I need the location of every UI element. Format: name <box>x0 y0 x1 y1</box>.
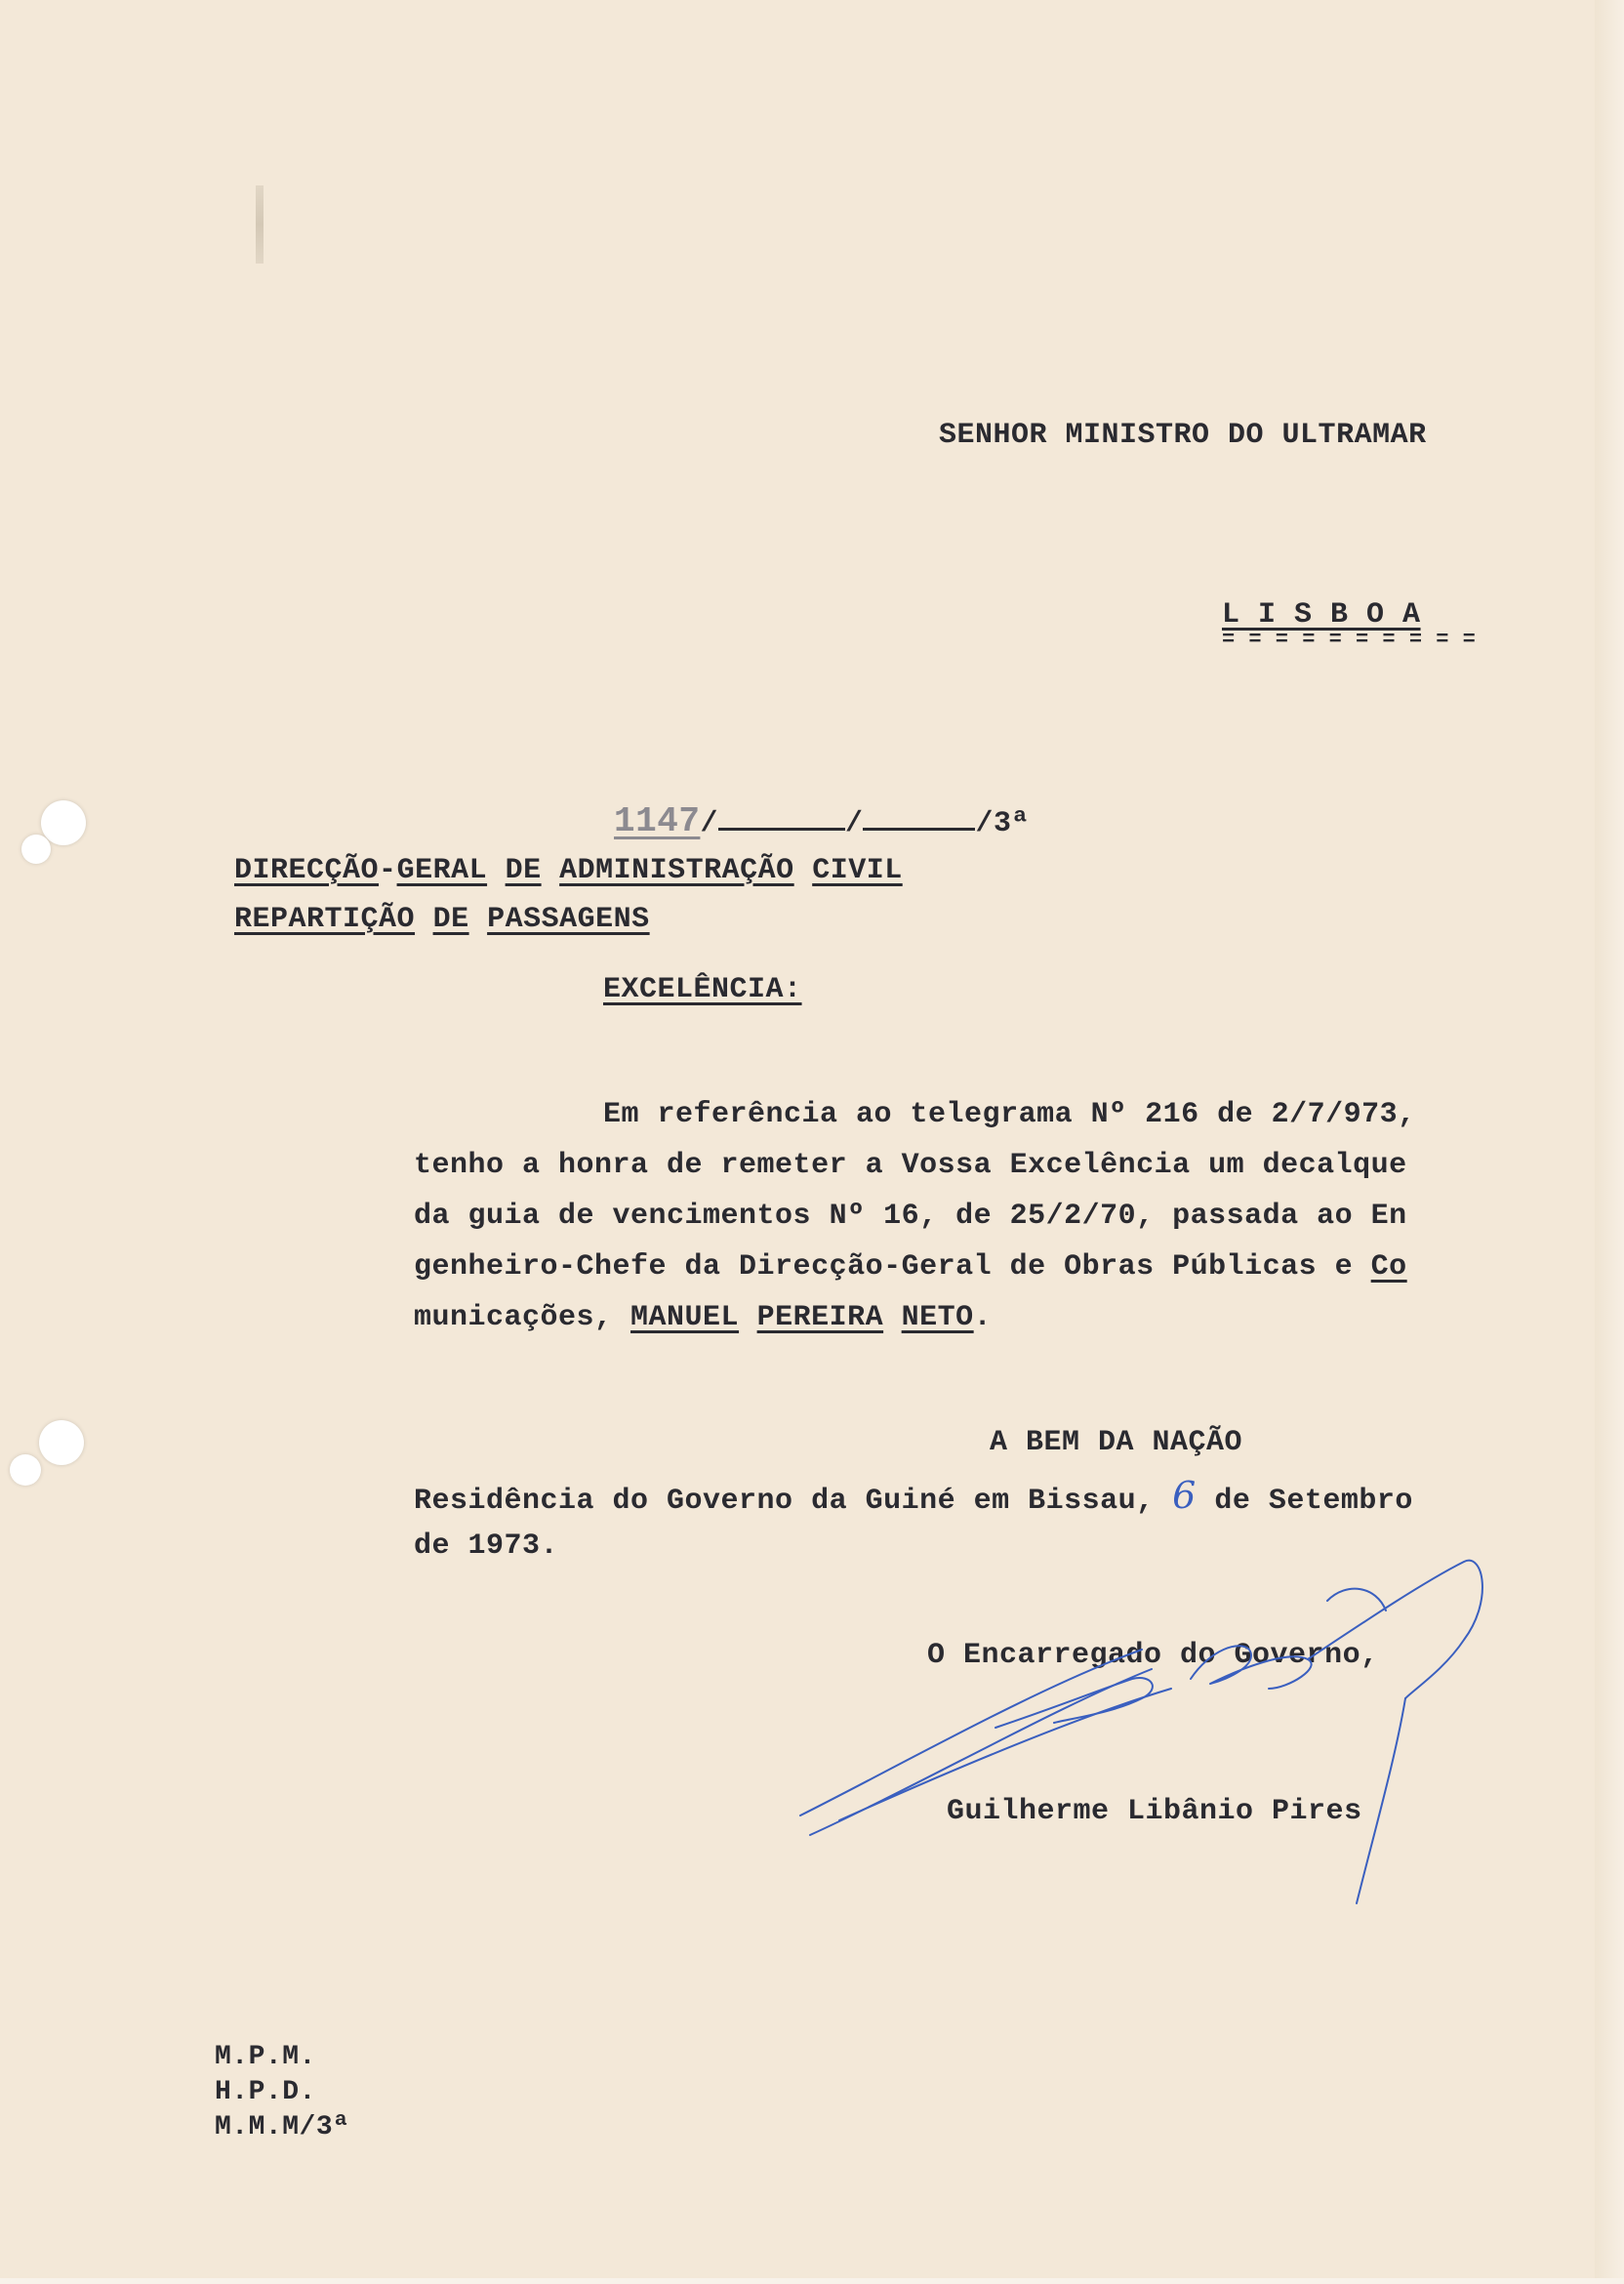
handwritten-signature <box>781 1542 1522 1913</box>
closing-month: de Setembro <box>1196 1485 1413 1518</box>
signature-title: O Encarregado do Governo, <box>927 1639 1379 1672</box>
addressee-line: SENHOR MINISTRO DO ULTRAMAR <box>939 419 1427 452</box>
dept-word: DE <box>432 903 469 936</box>
signature-stroke <box>1308 1561 1482 1698</box>
dept-word: ADMINISTRAÇÃO <box>559 854 794 887</box>
paper-edge <box>1595 0 1624 2284</box>
recipient-name-middle: PEREIRA <box>756 1301 884 1334</box>
body-line-1: Em referência ao telegrama Nº 216 de 2/7/973, <box>603 1098 1416 1131</box>
dept-word: PASSAGENS <box>487 903 650 936</box>
dept-word: DE <box>505 854 542 887</box>
body-line-4-text: genheiro-Chefe da Direcção-Geral de Obras Públicas e <box>414 1250 1371 1284</box>
recipient-name-first: MANUEL <box>630 1301 740 1334</box>
signature-stroke <box>1191 1646 1312 1689</box>
body-line-4-end: Co <box>1370 1250 1407 1284</box>
dept-word: GERAL <box>396 854 488 887</box>
closing-motto: A BEM DA NAÇÃO <box>990 1426 1243 1459</box>
addressee-city-rule: = = = = = = = = = = <box>1222 628 1477 652</box>
closing-year: de 1973. <box>414 1529 559 1563</box>
recipient-name-last: NETO <box>901 1301 974 1334</box>
dept-word: REPARTIÇÃO <box>234 903 416 936</box>
punch-hole-bottom <box>39 1420 84 1465</box>
signature-stroke <box>839 1689 1171 1820</box>
initials-line-3: M.M.M/3ª <box>215 2112 350 2142</box>
initials-line-2: H.P.D. <box>215 2077 316 2107</box>
dept-word: CIVIL <box>812 854 903 887</box>
punch-hole-top-small <box>21 835 51 864</box>
body-line-5 <box>414 1300 992 1335</box>
salutation: EXCELÊNCIA: <box>603 973 802 1006</box>
paper-bottom-edge <box>0 2278 1624 2284</box>
signature-stroke <box>1327 1589 1386 1611</box>
reference-number: 1147 <box>614 801 701 841</box>
signature-stroke <box>1357 1698 1405 1903</box>
punch-hole-top <box>41 800 86 845</box>
dept-sep <box>415 903 433 936</box>
body-line-2: tenho a honra de remeter a Vossa Excelência um decalque <box>414 1149 1407 1182</box>
signature-stroke <box>800 1650 1142 1815</box>
reference-suffix: /3ª <box>975 807 1030 840</box>
dept-word: DIRECÇÃO <box>234 854 380 887</box>
body-line-5-end: . <box>973 1301 993 1334</box>
body-line-5-text: municações, <box>414 1301 631 1334</box>
addressee-city: L I S B O A <box>1222 598 1421 632</box>
dept-sep <box>469 903 488 936</box>
closing-place-text: Residência do Governo da Guiné em Bissau, <box>414 1485 1173 1518</box>
body-line-3: da guia de vencimentos Nº 16, de 25/2/70, passada ao En <box>414 1200 1407 1233</box>
dept-sep <box>794 854 813 887</box>
closing-place-line <box>414 1474 1413 1519</box>
signature-name: Guilherme Libânio Pires <box>947 1795 1362 1828</box>
paper-mark <box>256 185 264 264</box>
initials-line-1: M.P.M. <box>215 2042 316 2072</box>
dept-sep: - <box>379 854 397 887</box>
body-line-4 <box>414 1249 1407 1285</box>
handwritten-day: 6 <box>1172 1474 1197 1517</box>
department-line-2 <box>162 867 650 972</box>
reference-slash-1: / <box>700 807 718 840</box>
reference-slash-2: / <box>844 807 864 840</box>
punch-hole-bottom-small <box>10 1454 41 1486</box>
